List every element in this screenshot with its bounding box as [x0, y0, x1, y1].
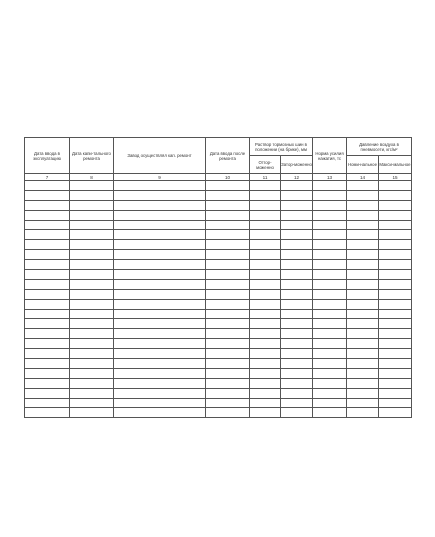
table-cell[interactable]	[70, 329, 114, 339]
table-cell[interactable]	[379, 408, 412, 418]
table-cell[interactable]	[313, 220, 347, 230]
table-row	[25, 220, 412, 230]
table-cell[interactable]	[379, 240, 412, 250]
column-number: 10	[206, 174, 250, 181]
column-number: 15	[379, 174, 412, 181]
table-cell[interactable]	[206, 359, 250, 369]
table-cell[interactable]	[114, 398, 206, 408]
table-cell[interactable]	[70, 279, 114, 289]
table-cell[interactable]	[347, 319, 379, 329]
table-cell[interactable]	[313, 408, 347, 418]
table-cell[interactable]	[281, 289, 313, 299]
table-cell[interactable]	[379, 220, 412, 230]
header-pressing-force: Норма усилия нажатия, тс	[313, 138, 347, 174]
registration-table	[24, 137, 412, 418]
table-cell[interactable]	[70, 289, 114, 299]
table-cell[interactable]	[281, 210, 313, 220]
table-cell[interactable]	[206, 339, 250, 349]
table-cell[interactable]	[25, 319, 70, 329]
table-cell[interactable]	[250, 329, 281, 339]
table-cell[interactable]	[25, 279, 70, 289]
table-cell[interactable]	[70, 210, 114, 220]
table-cell[interactable]	[25, 329, 70, 339]
table-row	[25, 368, 412, 378]
table-cell[interactable]	[379, 181, 412, 191]
table-cell[interactable]	[206, 220, 250, 230]
table-cell[interactable]	[313, 260, 347, 270]
table-cell[interactable]	[206, 250, 250, 260]
header-brake-shoe-gap: Раствор тормозных шин в положении (на брике), мм	[250, 138, 313, 156]
table-cell[interactable]	[206, 349, 250, 359]
table-cell[interactable]	[313, 388, 347, 398]
table-cell[interactable]	[206, 299, 250, 309]
table-cell[interactable]	[281, 299, 313, 309]
header-maximum: Макси-мальное	[379, 156, 412, 174]
table-cell[interactable]	[281, 220, 313, 230]
table-row	[25, 309, 412, 319]
table-cell[interactable]	[281, 190, 313, 200]
table-row	[25, 240, 412, 250]
table-cell[interactable]	[70, 319, 114, 329]
table-cell[interactable]	[313, 200, 347, 210]
table-cell[interactable]	[250, 408, 281, 418]
table-cell[interactable]	[114, 210, 206, 220]
table-cell[interactable]	[347, 388, 379, 398]
table-cell[interactable]	[347, 230, 379, 240]
table-cell[interactable]	[281, 398, 313, 408]
table-cell[interactable]	[379, 359, 412, 369]
table-cell[interactable]	[70, 408, 114, 418]
table-cell[interactable]	[206, 260, 250, 270]
table-cell[interactable]	[25, 408, 70, 418]
table-cell[interactable]	[206, 329, 250, 339]
table-row	[25, 289, 412, 299]
column-number: 7	[25, 174, 70, 181]
table-cell[interactable]	[25, 250, 70, 260]
table-cell[interactable]	[114, 220, 206, 230]
table-cell[interactable]	[114, 299, 206, 309]
table-cell[interactable]	[250, 260, 281, 270]
table-cell[interactable]	[70, 388, 114, 398]
table-row	[25, 359, 412, 369]
table-cell[interactable]	[347, 200, 379, 210]
table-cell[interactable]	[313, 378, 347, 388]
table-cell[interactable]	[313, 289, 347, 299]
table-cell[interactable]	[347, 359, 379, 369]
table-cell[interactable]	[281, 339, 313, 349]
table-cell[interactable]	[70, 270, 114, 280]
table-cell[interactable]	[70, 398, 114, 408]
table-cell[interactable]	[206, 270, 250, 280]
table-cell[interactable]	[114, 388, 206, 398]
table-cell[interactable]	[281, 279, 313, 289]
table-cell[interactable]	[347, 339, 379, 349]
table-cell[interactable]	[281, 200, 313, 210]
table-cell[interactable]	[206, 309, 250, 319]
table-cell[interactable]	[281, 240, 313, 250]
table-cell[interactable]	[114, 279, 206, 289]
table-cell[interactable]	[206, 210, 250, 220]
table-cell[interactable]	[281, 408, 313, 418]
table-cell[interactable]	[250, 398, 281, 408]
table-cell[interactable]	[313, 240, 347, 250]
table-cell[interactable]	[347, 408, 379, 418]
column-number: 14	[347, 174, 379, 181]
table-cell[interactable]	[70, 309, 114, 319]
table-cell[interactable]	[379, 378, 412, 388]
table-cell[interactable]	[281, 359, 313, 369]
table-cell[interactable]	[206, 289, 250, 299]
header-repair-plant: Завод осуществлял кап. ремонт	[114, 138, 206, 174]
table-cell[interactable]	[206, 378, 250, 388]
table-cell[interactable]	[313, 359, 347, 369]
table-row	[25, 210, 412, 220]
table-cell[interactable]	[114, 359, 206, 369]
table-cell[interactable]	[206, 398, 250, 408]
table-cell[interactable]	[25, 181, 70, 191]
table-row	[25, 279, 412, 289]
table-cell[interactable]	[347, 398, 379, 408]
table-cell[interactable]	[70, 220, 114, 230]
table-cell[interactable]	[347, 368, 379, 378]
table-cell[interactable]	[250, 220, 281, 230]
table-cell[interactable]	[379, 388, 412, 398]
table-cell[interactable]	[347, 220, 379, 230]
header-released: Отгор-моженно	[250, 156, 281, 174]
table-cell[interactable]	[70, 181, 114, 191]
table-body	[25, 181, 412, 418]
table-cell[interactable]	[206, 368, 250, 378]
table-cell[interactable]	[379, 309, 412, 319]
table-cell[interactable]	[70, 339, 114, 349]
column-number: 8	[70, 174, 114, 181]
table-cell[interactable]	[313, 279, 347, 289]
table-cell[interactable]	[347, 349, 379, 359]
table-cell[interactable]	[70, 190, 114, 200]
table-cell[interactable]	[379, 339, 412, 349]
table-cell[interactable]	[206, 230, 250, 240]
column-number-row	[25, 174, 412, 181]
table-cell[interactable]	[25, 349, 70, 359]
table-cell[interactable]	[25, 378, 70, 388]
table-cell[interactable]	[206, 319, 250, 329]
table-cell[interactable]	[313, 250, 347, 260]
table-cell[interactable]	[250, 368, 281, 378]
table-cell[interactable]	[379, 319, 412, 329]
table-cell[interactable]	[114, 240, 206, 250]
table-cell[interactable]	[25, 388, 70, 398]
table-cell[interactable]	[250, 349, 281, 359]
table-cell[interactable]	[313, 309, 347, 319]
table-row	[25, 299, 412, 309]
table-cell[interactable]	[25, 289, 70, 299]
table-cell[interactable]	[114, 339, 206, 349]
table-cell[interactable]	[250, 359, 281, 369]
table-cell[interactable]	[379, 289, 412, 299]
table-cell[interactable]	[281, 368, 313, 378]
table-cell[interactable]	[379, 190, 412, 200]
table-cell[interactable]	[313, 230, 347, 240]
header-overhaul-date: Дата капи-тального ремонта	[70, 138, 114, 174]
table-cell[interactable]	[379, 279, 412, 289]
table-cell[interactable]	[114, 378, 206, 388]
table-cell[interactable]	[250, 289, 281, 299]
table-cell[interactable]	[379, 210, 412, 220]
table-cell[interactable]	[347, 270, 379, 280]
table-cell[interactable]	[250, 309, 281, 319]
table-cell[interactable]	[114, 319, 206, 329]
table-cell[interactable]	[379, 398, 412, 408]
table-cell[interactable]	[313, 299, 347, 309]
table-cell[interactable]	[313, 190, 347, 200]
table-cell[interactable]	[379, 329, 412, 339]
table-cell[interactable]	[379, 230, 412, 240]
table-row	[25, 408, 412, 418]
table-row	[25, 260, 412, 270]
table-cell[interactable]	[313, 329, 347, 339]
table-cell[interactable]	[313, 339, 347, 349]
table-cell[interactable]	[281, 181, 313, 191]
table-cell[interactable]	[379, 349, 412, 359]
table-cell[interactable]	[25, 260, 70, 270]
table-cell[interactable]	[114, 329, 206, 339]
table-cell[interactable]	[70, 368, 114, 378]
table-cell[interactable]	[114, 270, 206, 280]
table-cell[interactable]	[347, 250, 379, 260]
table-cell[interactable]	[250, 200, 281, 210]
table-cell[interactable]	[114, 230, 206, 240]
table-cell[interactable]	[281, 349, 313, 359]
header-air-pressure: Давление воздуха в пневмосети, кгс/м²	[347, 138, 412, 156]
table-cell[interactable]	[114, 181, 206, 191]
table-cell[interactable]	[114, 289, 206, 299]
table-cell[interactable]	[313, 368, 347, 378]
column-number: 9	[114, 174, 206, 181]
table-cell[interactable]	[25, 210, 70, 220]
table-cell[interactable]	[379, 368, 412, 378]
table-cell[interactable]	[206, 388, 250, 398]
table-cell[interactable]	[313, 319, 347, 329]
table-cell[interactable]	[379, 299, 412, 309]
table-cell[interactable]	[250, 279, 281, 289]
table-cell[interactable]	[114, 309, 206, 319]
table-cell[interactable]	[347, 309, 379, 319]
table-cell[interactable]	[281, 270, 313, 280]
table-cell[interactable]	[313, 349, 347, 359]
table-cell[interactable]	[250, 319, 281, 329]
table-cell[interactable]	[25, 240, 70, 250]
table-cell[interactable]	[347, 378, 379, 388]
table-row	[25, 190, 412, 200]
table-cell[interactable]	[114, 200, 206, 210]
table-cell[interactable]	[281, 329, 313, 339]
table-row	[25, 378, 412, 388]
table-cell[interactable]	[281, 260, 313, 270]
table-cell[interactable]	[70, 230, 114, 240]
table-cell[interactable]	[379, 270, 412, 280]
table-cell[interactable]	[313, 181, 347, 191]
table-row	[25, 349, 412, 359]
table-cell[interactable]	[379, 200, 412, 210]
table-cell[interactable]	[25, 339, 70, 349]
table-cell[interactable]	[281, 230, 313, 240]
table-cell[interactable]	[70, 378, 114, 388]
table-cell[interactable]	[114, 349, 206, 359]
header-commissioning-date: Дата ввода в эксплуатацию	[25, 138, 70, 174]
table-cell[interactable]	[313, 398, 347, 408]
table-cell[interactable]	[114, 408, 206, 418]
header-post-repair-date: Дата ввода после ремонта	[206, 138, 250, 174]
table-cell[interactable]	[379, 260, 412, 270]
table-cell[interactable]	[281, 309, 313, 319]
table-cell[interactable]	[250, 190, 281, 200]
table-cell[interactable]	[114, 368, 206, 378]
column-number: 11	[250, 174, 281, 181]
table-cell[interactable]	[313, 210, 347, 220]
table-cell[interactable]	[25, 398, 70, 408]
table-cell[interactable]	[206, 240, 250, 250]
table-cell[interactable]	[114, 190, 206, 200]
table-cell[interactable]	[25, 368, 70, 378]
table-cell[interactable]	[250, 270, 281, 280]
table-cell[interactable]	[25, 309, 70, 319]
table-cell[interactable]	[206, 279, 250, 289]
table-row	[25, 250, 412, 260]
column-number: 12	[281, 174, 313, 181]
table-cell[interactable]	[70, 359, 114, 369]
table-cell[interactable]	[25, 190, 70, 200]
table-cell[interactable]	[379, 250, 412, 260]
table-cell[interactable]	[281, 319, 313, 329]
table-cell[interactable]	[250, 339, 281, 349]
table-cell[interactable]	[206, 200, 250, 210]
table-cell[interactable]	[25, 359, 70, 369]
table-row	[25, 398, 412, 408]
table-cell[interactable]	[347, 240, 379, 250]
table-cell[interactable]	[347, 260, 379, 270]
table-cell[interactable]	[347, 299, 379, 309]
table-cell[interactable]	[70, 250, 114, 260]
table-cell[interactable]	[70, 240, 114, 250]
table-cell[interactable]	[250, 250, 281, 260]
table-cell[interactable]	[347, 210, 379, 220]
header-braked: Затор-моженно	[281, 156, 313, 174]
header-nominal: Номи-нальное	[347, 156, 379, 174]
table-cell[interactable]	[25, 220, 70, 230]
table-cell[interactable]	[25, 270, 70, 280]
table-cell[interactable]	[281, 250, 313, 260]
table-cell[interactable]	[70, 349, 114, 359]
table-row	[25, 388, 412, 398]
table-row	[25, 181, 412, 191]
table-row	[25, 339, 412, 349]
table-cell[interactable]	[250, 240, 281, 250]
table-cell[interactable]	[347, 279, 379, 289]
table-cell[interactable]	[281, 388, 313, 398]
table-cell[interactable]	[347, 181, 379, 191]
table-row	[25, 230, 412, 240]
table-cell[interactable]	[347, 329, 379, 339]
table-cell[interactable]	[347, 289, 379, 299]
table-cell[interactable]	[281, 378, 313, 388]
table-cell[interactable]	[25, 200, 70, 210]
table-cell[interactable]	[206, 181, 250, 191]
table-row	[25, 319, 412, 329]
table-row	[25, 270, 412, 280]
table-cell[interactable]	[250, 210, 281, 220]
table-row	[25, 329, 412, 339]
table-cell[interactable]	[250, 378, 281, 388]
table-cell[interactable]	[114, 250, 206, 260]
column-number: 13	[313, 174, 347, 181]
table-cell[interactable]	[206, 190, 250, 200]
table-cell[interactable]	[250, 388, 281, 398]
table-cell[interactable]	[250, 299, 281, 309]
table-cell[interactable]	[70, 260, 114, 270]
table-cell[interactable]	[250, 181, 281, 191]
table-row	[25, 200, 412, 210]
table-cell[interactable]	[70, 200, 114, 210]
table-cell[interactable]	[347, 190, 379, 200]
table-cell[interactable]	[206, 408, 250, 418]
table-cell[interactable]	[313, 270, 347, 280]
table-cell[interactable]	[114, 260, 206, 270]
table-cell[interactable]	[70, 299, 114, 309]
table-cell[interactable]	[25, 299, 70, 309]
table-cell[interactable]	[250, 230, 281, 240]
table-cell[interactable]	[25, 230, 70, 240]
